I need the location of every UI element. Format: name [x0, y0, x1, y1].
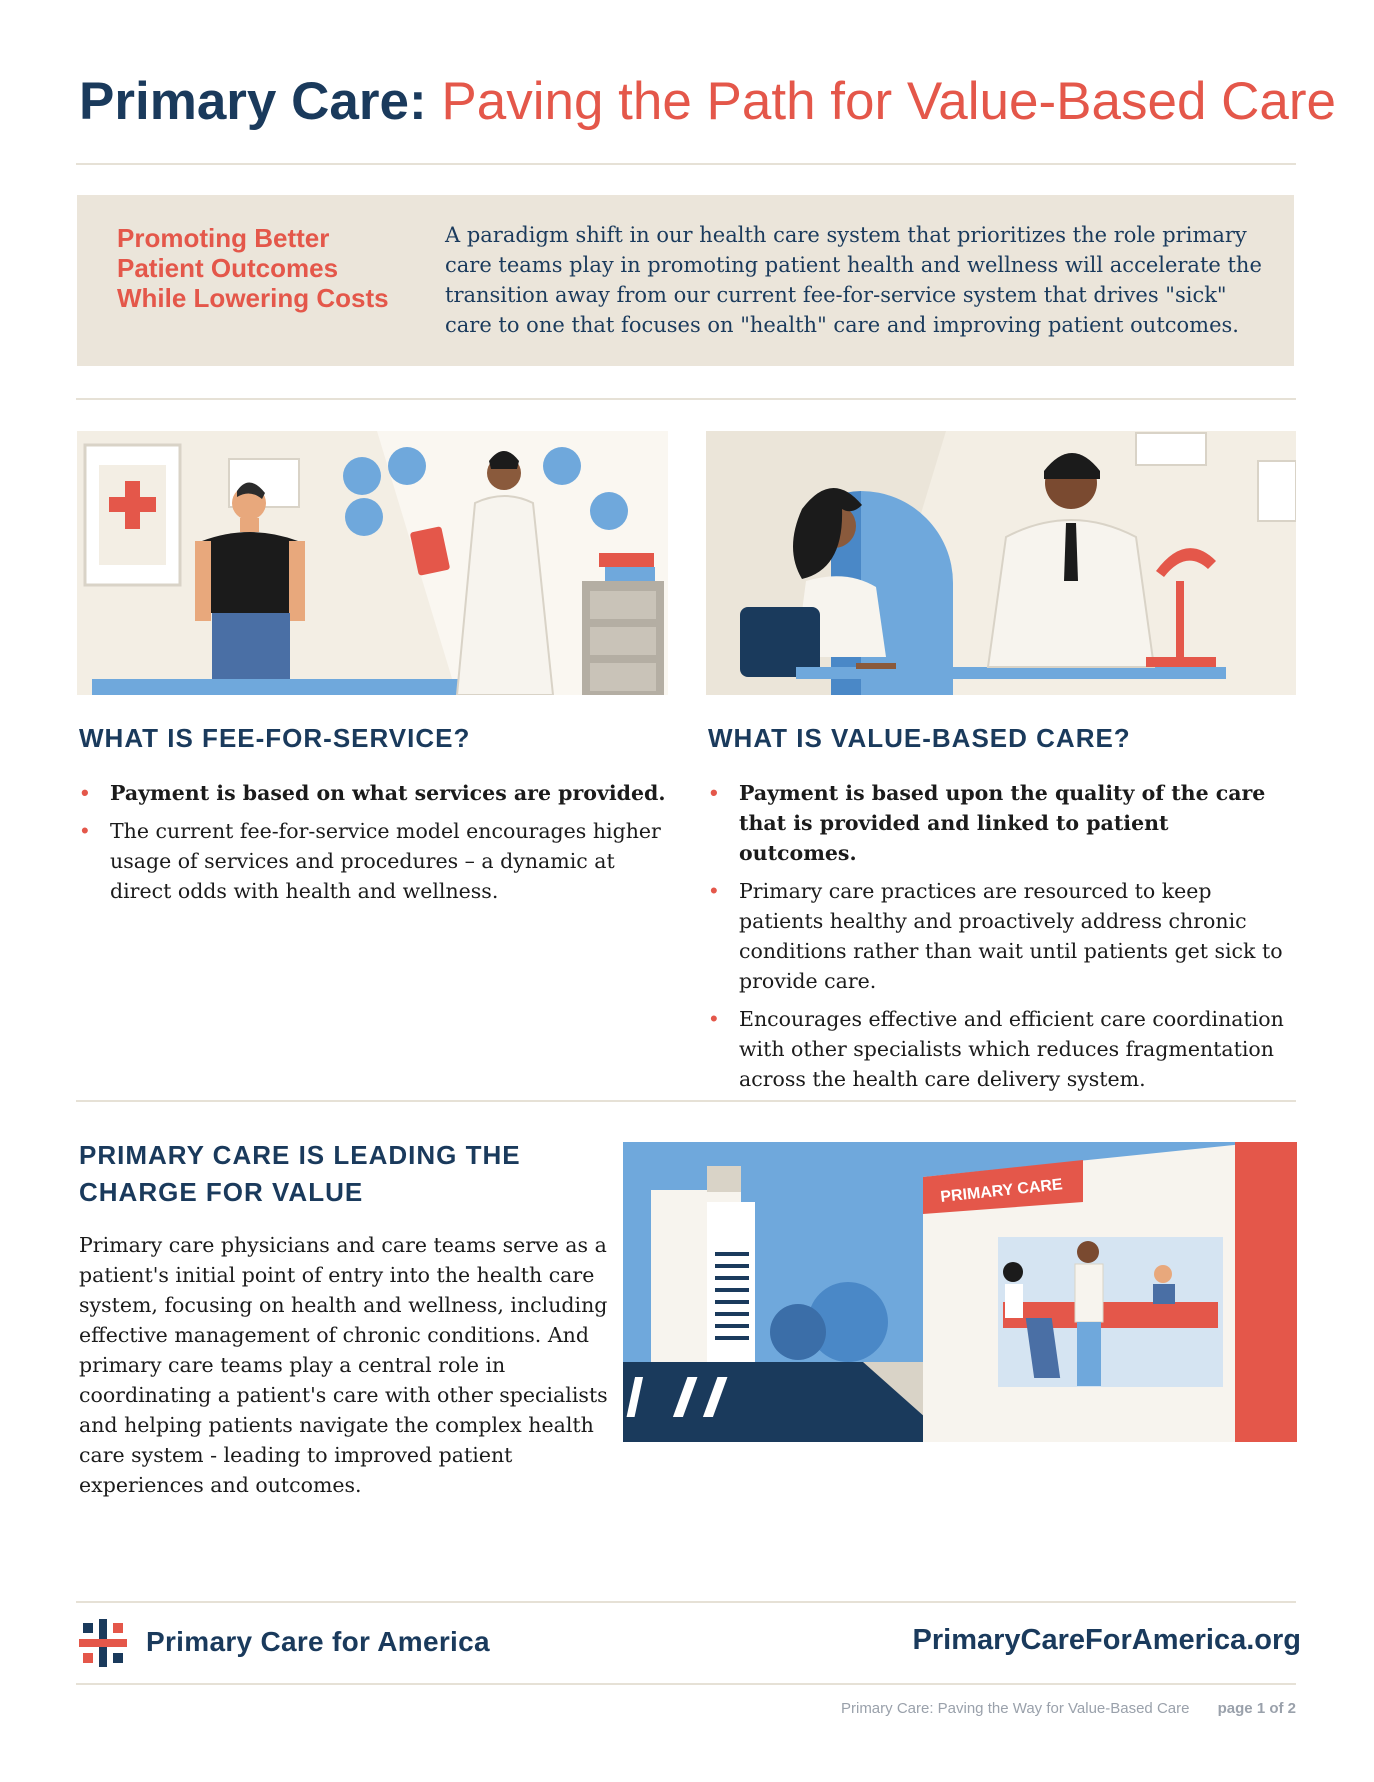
clinic-sign-text: PRIMARY CARE — [939, 1176, 1064, 1206]
bullet-dot-icon: • — [710, 1006, 718, 1031]
divider — [76, 1601, 1296, 1603]
value-based-heading: WHAT IS VALUE-BASED CARE? — [708, 723, 1131, 753]
page-footer-note — [841, 1700, 1296, 1717]
footer-doc-title: Primary Care: Paving the Way for Value-Based Care — [840, 1700, 1190, 1717]
bullet-dot-icon: • — [710, 780, 718, 805]
intro-heading: Promoting Better Patient Outcomes While Lowering Costs — [117, 223, 389, 313]
bullet-dot-icon: • — [81, 818, 89, 843]
fee-for-service-list — [79, 778, 669, 914]
page-title — [79, 70, 1337, 134]
list-item: • Payment is based upon the quality of the care that is provided and linked to patient outcomes. — [710, 780, 1266, 865]
divider — [76, 398, 1296, 400]
list-item: • Primary care practices are resourced to keep patients healthy and proactively address chronic conditions rather than wait until patients get sick to provide care. — [710, 878, 1283, 993]
charge-text: Primary care physicians and care teams serve as a patient's initial point of entry into the health care system, focusing on health and wellness, including effective management of chronic conditions. And primary care teams play a central role in coordinating a patient's care with other specialists and helping patients navigate the complex health care system - leading to improved patient experiences and outcomes. — [79, 1233, 608, 1497]
value-based-care-illustration — [706, 431, 1296, 695]
bullet-dot-icon: • — [710, 878, 718, 903]
fee-for-service-heading: WHAT IS FEE-FOR-SERVICE? — [79, 723, 471, 753]
footer-website-link[interactable]: PrimaryCareForAmerica.org — [912, 1624, 1301, 1656]
title-main: Primary Care: — [79, 72, 427, 131]
list-item: • The current fee-for-service model encourages higher usage of services and procedures – a dynamic at direct odds with health and wellness. — [81, 818, 661, 903]
page-number: page 1 of 2 — [1217, 1700, 1296, 1717]
divider — [76, 1683, 1296, 1685]
intro-box — [77, 195, 1294, 366]
charge-heading: PRIMARY CARE IS LEADING THE CHARGE FOR VALUE — [79, 1140, 521, 1207]
fee-for-service-illustration — [77, 431, 668, 695]
primary-care-for-america-logo-icon — [77, 1617, 129, 1673]
footer-brand-name: Primary Care for America — [146, 1626, 490, 1657]
intro-text: A paradigm shift in our health care system that prioritizes the role primary care teams play in promoting patient health and wellness will accelerate the transition away from our current fee-for-service system that drives "sick" care to one that focuses on "health" care and improving patient outcomes. — [445, 223, 1262, 337]
bullet-dot-icon: • — [81, 780, 89, 805]
title-sub: Paving the Path for Value-Based Care — [441, 72, 1337, 131]
divider — [76, 1100, 1296, 1102]
value-based-list — [708, 778, 1286, 1102]
divider — [76, 163, 1296, 165]
list-item: • Payment is based on what services are provided. — [79, 778, 669, 808]
primary-care-clinic-illustration — [623, 1142, 1297, 1442]
list-item: • Encourages effective and efficient care coordination with other specialists which reduces fragmentation across the health care delivery system. — [710, 1006, 1284, 1091]
